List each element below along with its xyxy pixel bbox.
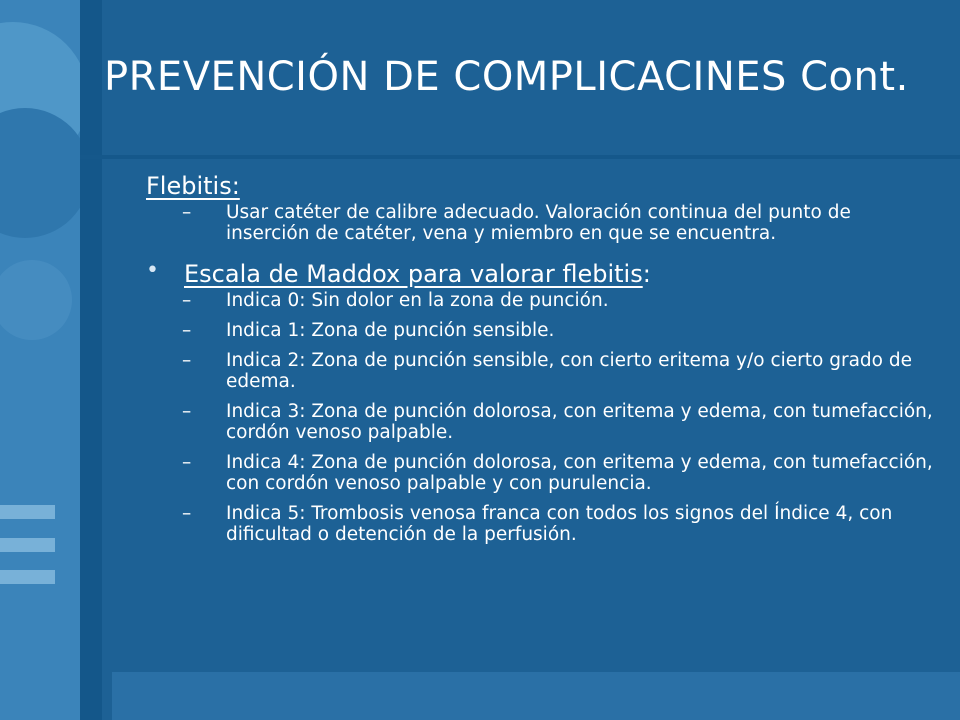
dash-marker: – <box>182 290 192 311</box>
decorative-bar <box>0 505 55 519</box>
list-item <box>140 290 940 311</box>
list-item-text: Usar catéter de calibre adecuado. Valoración continua del punto de inserción de catéter, vena y miembro en que se encuentra. <box>226 202 851 244</box>
flebitis-list <box>140 202 940 244</box>
list-item-text: Indica 2: Zona de punción sensible, con cierto eritema y/o cierto grado de edema. <box>226 350 912 392</box>
decorative-circle <box>0 260 72 340</box>
decorative-circle <box>0 108 80 238</box>
list-item <box>140 202 940 244</box>
decorative-bar <box>0 570 55 584</box>
decorative-side-strip <box>0 0 80 720</box>
list-item <box>140 350 940 392</box>
list-item-text: Indica 3: Zona de punción dolorosa, con eritema y edema, con tumefacción, cordón venoso palpable. <box>226 401 933 443</box>
dash-marker: – <box>182 350 192 371</box>
list-item <box>140 320 940 341</box>
section-heading-flebitis: Flebitis: <box>146 172 240 200</box>
dash-marker: – <box>182 202 192 223</box>
list-item <box>140 452 940 494</box>
decorative-bottom-band <box>112 672 960 720</box>
section-heading-text: Escala de Maddox para valorar flebitis <box>184 260 643 288</box>
list-item <box>140 503 940 545</box>
dash-marker: – <box>182 503 192 524</box>
slide-body <box>140 172 940 554</box>
decorative-divider <box>80 155 960 159</box>
list-item <box>140 401 940 443</box>
slide-title: PREVENCIÓN DE COMPLICACINES Cont. <box>104 54 909 100</box>
bullet-marker: • <box>146 258 159 283</box>
list-item-text: Indica 4: Zona de punción dolorosa, con eritema y edema, con tumefacción, con cordón venoso palpable y con purulencia. <box>226 452 933 494</box>
list-item-text: Indica 0: Sin dolor en la zona de punción. <box>226 290 609 311</box>
list-item-text: Indica 1: Zona de punción sensible. <box>226 320 555 341</box>
decorative-bar <box>0 538 55 552</box>
list-item-text: Indica 5: Trombosis venosa franca con todos los signos del Índice 4, con dificultad o detención de la perfusión. <box>226 503 893 545</box>
dash-marker: – <box>182 452 192 473</box>
maddox-scale-list <box>140 290 940 545</box>
dash-marker: – <box>182 320 192 341</box>
section-heading-maddox <box>140 260 940 288</box>
section-heading-suffix: : <box>642 260 651 288</box>
decorative-edge <box>80 0 102 720</box>
dash-marker: – <box>182 401 192 422</box>
